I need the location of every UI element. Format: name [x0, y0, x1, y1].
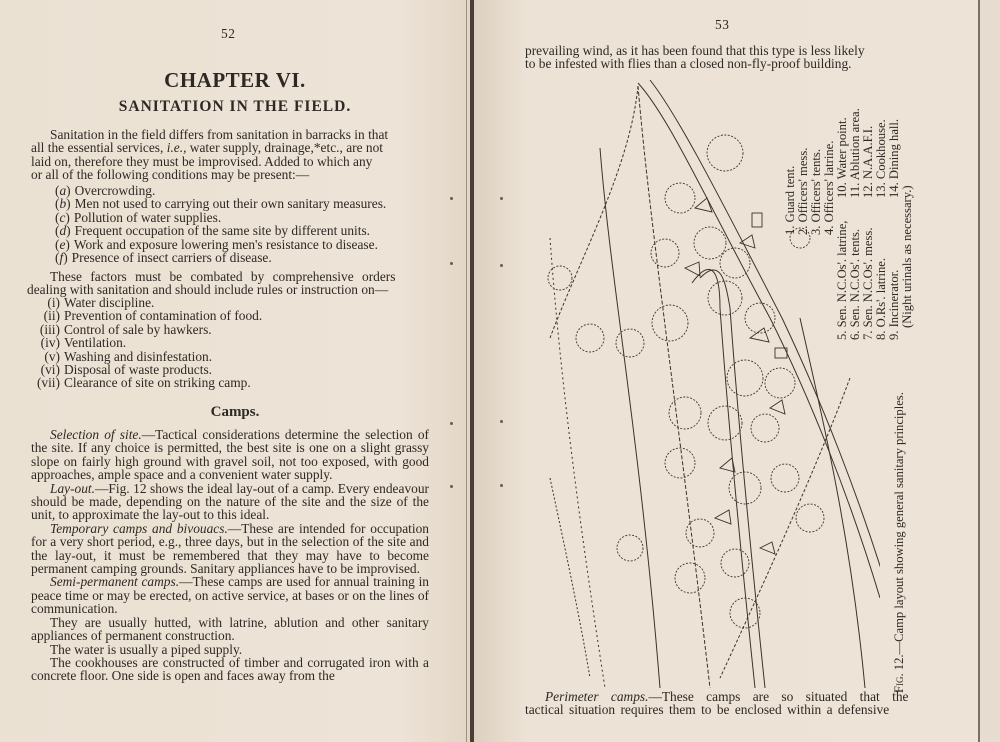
paragraph-text: —Fig. 12 shows the ideal lay-out of a camp. Every endeavour should be made, depending on the nature of the site and the size of the unit, to approximate the lay-out to this ideal. [31, 480, 429, 523]
camps-heading: Camps. [210, 404, 260, 420]
legend-text: 5. Sen. N.C.Os'. latrine, [835, 220, 849, 340]
list-item [18, 296, 262, 309]
legend-text: 2. Officers' mess. [796, 147, 810, 235]
item-text: Prevention of contamination of food. [64, 308, 263, 324]
text-line: to be infested with flies than a closed non-fly-proof building. [525, 56, 852, 72]
item-label: (vi) [40, 361, 60, 377]
cover-edge [980, 0, 1000, 742]
staple-hole [500, 197, 503, 200]
list-item [55, 224, 386, 237]
legend-text: 8. O.Rs'. latrine. [874, 257, 888, 340]
text-line: laid on, therefore they must be improvised. Added to which any [31, 153, 373, 169]
chapter-title: CHAPTER VI. [164, 68, 306, 92]
intro-paragraph [31, 128, 429, 182]
factors-paragraph [27, 269, 429, 298]
item-label: (vii) [36, 375, 60, 391]
item-label: (iv) [40, 335, 60, 351]
paragraph-text: The water is usually a piped supply. [50, 641, 243, 657]
paragraph [31, 616, 429, 643]
boundary [800, 318, 865, 688]
item-label: (a) [55, 183, 71, 198]
list-item [18, 350, 262, 363]
item-text: Work and exposure lowering men's resistance to disease. [73, 236, 378, 252]
item-text: Control of sale by hawkers. [64, 321, 212, 337]
figure-legend [783, 100, 914, 340]
paragraph-lead: Selection of site. [50, 427, 142, 442]
legend-text: 1. Guard tent. [783, 165, 797, 235]
figure-caption [892, 313, 907, 693]
path [692, 269, 755, 688]
paragraph [31, 482, 429, 522]
text-line [525, 690, 925, 703]
item-text: Men not used to carrying out their own sanitary measures. [74, 196, 387, 212]
section-title: SANITATION IN THE FIELD. [118, 98, 352, 115]
paragraph-text: —These are intended for occupation for a very short period, e.g., three days, but in the selection of the site and the lay-out, it must be remembered that they may have to become permanent camping grounds. Sanitary appliances have to be improvised. [31, 520, 429, 577]
list-item [55, 211, 386, 224]
paragraph-lead: Semi-permanent camps. [50, 574, 180, 590]
caption-text: —Camp layout showing general sanitary principles. [892, 392, 906, 655]
staple-hole [450, 422, 453, 425]
paragraph [31, 656, 429, 683]
staple-hole [500, 420, 503, 423]
legend-text: 6. Sen. N.C.Os'. tents. [848, 228, 862, 340]
item-label: (e) [55, 236, 70, 252]
paragraph-text: —These camps are used for annual training in peace time or may be erected, on active service, at bases or on the lines of communication. [31, 574, 429, 617]
list-item [55, 238, 386, 251]
page-number: 53 [715, 17, 730, 32]
paragraph-text: The cookhouses are constructed of timber and corrugated iron with a concrete floor. One side is open and faces away from the [31, 654, 429, 684]
legend-text: 14. Dining hall. [887, 118, 901, 198]
legend-text: 10. Water point. [835, 117, 849, 198]
instructions-list [18, 296, 262, 390]
legend-text: 12. N.A.A.F.I. [861, 125, 875, 198]
text-line: These factors must be combated by comprehensive orders [50, 269, 396, 284]
hedge-line [550, 478, 590, 678]
legend-note: (Night urinals as necessary.) [900, 185, 914, 328]
list-item [18, 363, 262, 376]
field-boundary [600, 148, 660, 688]
staple-hole [500, 264, 503, 267]
paragraph [31, 522, 429, 576]
item-text: Water discipline. [64, 295, 155, 310]
staple-hole [450, 197, 453, 200]
item-label: (d) [55, 223, 71, 239]
item-text: Disposal of waste products. [64, 361, 213, 377]
text-line: or all of the following conditions may be present:— [31, 167, 310, 183]
item-label: (v) [44, 348, 60, 364]
staple-hole [450, 485, 453, 488]
hedge-line [550, 86, 638, 338]
conditions-list [55, 184, 386, 264]
legend-text: 11. Ablution area. [848, 108, 862, 198]
figure-label: Fig. 12. [892, 654, 906, 693]
paragraph [31, 643, 429, 656]
paragraph-lead: Temporary camps and bivouacs. [50, 520, 228, 536]
list-item [18, 336, 262, 349]
text-line: all the essential services, i.e., water supply, drainage,*etc., are not [31, 140, 384, 156]
paragraph-lead: Perimeter camps. [545, 689, 649, 704]
item-text: Presence of insect carriers of disease. [71, 249, 272, 265]
list-item [55, 184, 386, 197]
field-boundary [550, 238, 605, 688]
item-label: (f) [55, 249, 68, 265]
legend-text: 3. Officers' tents. [809, 149, 823, 235]
text: —These camps are so situated that the [648, 689, 909, 704]
tree-line [638, 86, 710, 688]
item-label: (iii) [39, 321, 60, 337]
list-item [18, 376, 262, 389]
text-line: dealing with sanitation and should include rules or instruction on— [27, 282, 389, 298]
item-text: Ventilation. [64, 335, 127, 351]
legend-text: 9. Incinerator. [887, 269, 901, 340]
staple-hole [450, 262, 453, 265]
paragraph-text: —Tactical considerations determine the selection of the site. If any choice is permitted, the best site is one on a slight grassy slope on fairly high ground with gravel soil, not too exposed, with good approaches, ample space and a convenient water supply. [31, 427, 429, 483]
paragraph [31, 575, 429, 615]
item-text: Clearance of site on striking camp. [64, 375, 251, 391]
paragraph-text: They are usually hutted, with latrine, ablution and other sanitary appliances of permanent construction. [31, 614, 429, 644]
perimeter-paragraph [525, 690, 925, 717]
list-item [55, 251, 386, 264]
item-label: (i) [47, 295, 60, 310]
staple-hole [500, 484, 503, 487]
text-line: prevailing wind, as it has been found that this type is less likely [525, 43, 865, 58]
list-item [18, 309, 262, 322]
paragraph [31, 428, 429, 482]
legend-text: 7. Sen. N.C.Os'. mess. [861, 227, 875, 340]
text-line: tactical situation requires them to be enclosed within a defensive [525, 702, 890, 718]
continued-paragraph [525, 44, 925, 71]
camps-body [31, 428, 429, 683]
page-number: 52 [221, 26, 236, 41]
list-item [55, 197, 386, 210]
item-label: (c) [55, 209, 70, 225]
item-text: Pollution of water supplies. [73, 209, 222, 225]
legend-text: 13. Cookhouse. [874, 119, 888, 198]
text-line: Sanitation in the field differs from sanitation in barracks in that [50, 127, 389, 142]
list-item [18, 323, 262, 336]
legend-text: 4. Officers' latrine. [822, 140, 836, 235]
item-text: Frequent occupation of the same site by different units. [74, 223, 371, 239]
item-label: (ii) [43, 308, 60, 324]
paragraph-lead: Lay-out. [50, 480, 96, 496]
item-label: (b) [55, 196, 71, 212]
item-text: Overcrowding. [74, 183, 156, 198]
item-text: Washing and disinfestation. [64, 348, 213, 364]
